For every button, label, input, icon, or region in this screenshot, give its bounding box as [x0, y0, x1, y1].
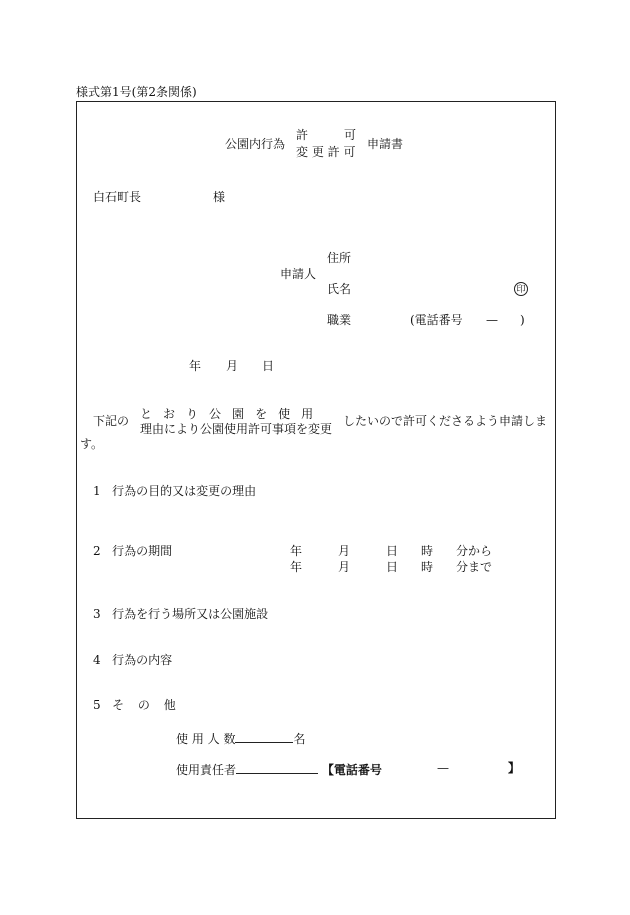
item-4: [93, 654, 172, 666]
period-from-month: 月: [338, 544, 351, 558]
date-day: 日: [262, 359, 275, 373]
date-month: 月: [226, 359, 239, 373]
applicant-label: 申請人: [280, 267, 317, 281]
period-to-minute: 分まで: [456, 560, 493, 574]
body-tail: したいので許可くださるよう申請しま: [343, 414, 548, 428]
users-blank-line: [235, 731, 293, 743]
item-3: [93, 608, 268, 620]
title-option-lower: 変 更 許 可: [296, 145, 356, 159]
manager-phone-close: 】: [508, 761, 521, 775]
phone-label: (電話番号: [410, 313, 463, 327]
body-option-lower: 理由により公園使用許可事項を変更: [140, 422, 333, 436]
period-to-year: 年: [290, 560, 303, 574]
period-from-year: 年: [290, 544, 303, 558]
occupation-label: 職業: [327, 313, 352, 327]
item-number: 3: [93, 607, 101, 621]
title-option-upper-b: 可: [344, 128, 357, 142]
addressee-name: 白石町長: [93, 190, 142, 204]
item-label: そ の 他: [112, 698, 181, 712]
addressee-honorific: 様: [213, 190, 226, 204]
phone-close: ): [520, 313, 525, 327]
seal-mark: 印: [514, 282, 528, 296]
manager-blank-line: [236, 762, 318, 774]
period-to-month: 月: [338, 560, 351, 574]
item-number: 5: [93, 698, 101, 712]
item-1: [93, 485, 256, 497]
period-from-day: 日: [386, 544, 399, 558]
users-unit: 名: [293, 732, 306, 746]
period-to-day: 日: [386, 560, 399, 574]
title-prefix: 公園内行為: [225, 137, 286, 151]
name-label: 氏名: [327, 282, 352, 296]
manager-phone-open: 【電話番号: [321, 763, 382, 777]
item-number: 2: [93, 544, 101, 558]
item-label: 行為の内容: [112, 653, 173, 667]
manager-row: [176, 762, 382, 776]
body-lead: 下記の: [93, 414, 130, 428]
title-suffix: 申請書: [367, 137, 404, 151]
period-from-hour: 時: [421, 544, 434, 558]
item-number: 4: [93, 653, 101, 667]
users-label: 使 用 人 数: [176, 732, 236, 746]
manager-label: 使用責任者: [176, 763, 237, 777]
phone-dash: —: [486, 313, 498, 327]
item-label: 行為の期間: [112, 544, 173, 558]
address-label: 住所: [327, 251, 352, 265]
form-number-label: 様式第1号(第2条関係): [76, 85, 197, 99]
period-to-hour: 時: [421, 560, 434, 574]
item-5: [93, 699, 181, 711]
item-number: 1: [93, 484, 101, 498]
title-option-upper-a: 許: [296, 128, 309, 142]
body-wrap: す。: [80, 437, 104, 451]
item-label: 行為の目的又は変更の理由: [112, 484, 257, 498]
body-option-upper: と お り 公 園 を 使 用: [140, 407, 317, 421]
manager-phone-dash: —: [437, 761, 449, 775]
period-from-minute: 分から: [456, 544, 493, 558]
item-2: [93, 545, 172, 557]
date-year: 年: [189, 359, 202, 373]
users-row: [176, 731, 305, 745]
item-label: 行為を行う場所又は公園施設: [112, 607, 269, 621]
